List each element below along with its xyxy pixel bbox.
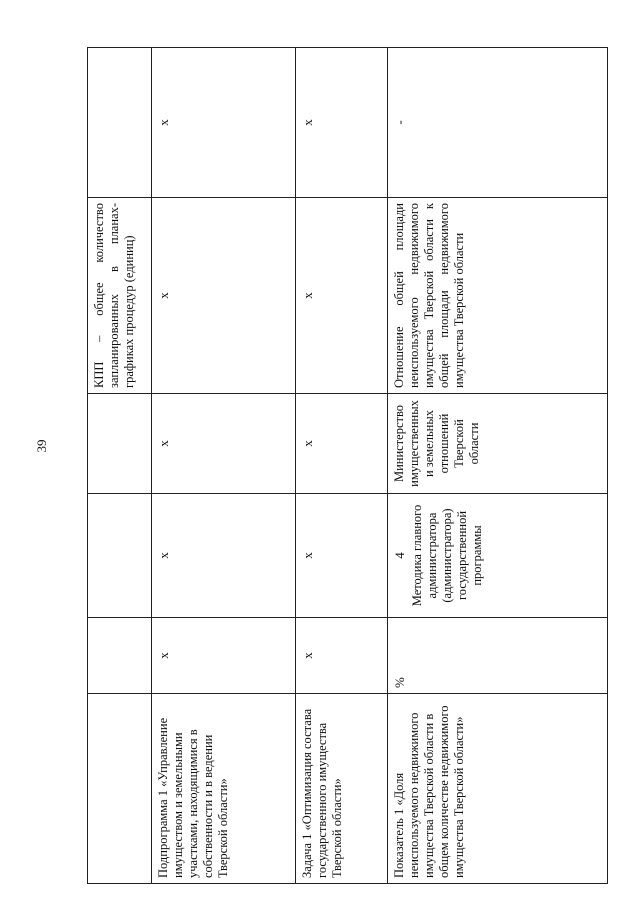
method-number: 4 [392,552,407,559]
cell-formula: Отношение общей площади неиспользуемого недвижимого имущества Тверской области к общей площади недвижимого имущества Тверской области [388,198,608,394]
cell-method [388,494,608,618]
cell-method [88,494,152,618]
cell-last [88,48,152,198]
cell-name: Подпрограмма 1 «Управление имуществом и земельными участками, находящимися в собственности и в ведении Тверской области» [152,694,296,884]
cell-method: х [152,494,296,618]
cell-unit: % [388,618,608,694]
cell-name: Показатель 1 «Доля неиспользуемого недвижимого имущества Тверской области в общем количестве недвижимого имущества Тверской области» [388,694,608,884]
cell-ministry: х [152,394,296,494]
indicator-table [87,47,608,884]
cell-unit: х [152,618,296,694]
cell-ministry: х [296,394,388,494]
cell-formula: х [296,198,388,394]
table-row-task [296,48,388,884]
cell-name [88,694,152,884]
cell-formula: КПП – общее количество запланированных в планах-графиках процедур (единиц) [88,198,152,394]
table-row-subprogram [152,48,296,884]
method-text: Методика главного администратора (администратора) государственной программы [409,504,484,607]
cell-ministry [88,394,152,494]
cell-last: х [296,48,388,198]
page-number: 39 [34,439,49,453]
cell-name: Задача 1 «Оптимизация состава государственного имущества Тверской области» [296,694,388,884]
cell-last: х [152,48,296,198]
table-row-indicator [388,48,608,884]
cell-unit [88,618,152,694]
cell-formula: х [152,198,296,394]
cell-last: - [388,48,608,198]
cell-ministry: Министерство имущественных и земельных отношений Тверской области [388,394,608,494]
cell-method: х [296,494,388,618]
cell-unit: х [296,618,388,694]
rotated-table-wrapper [87,48,607,884]
rotated-table-frame [87,48,607,884]
table-row-header-formula [88,48,152,884]
